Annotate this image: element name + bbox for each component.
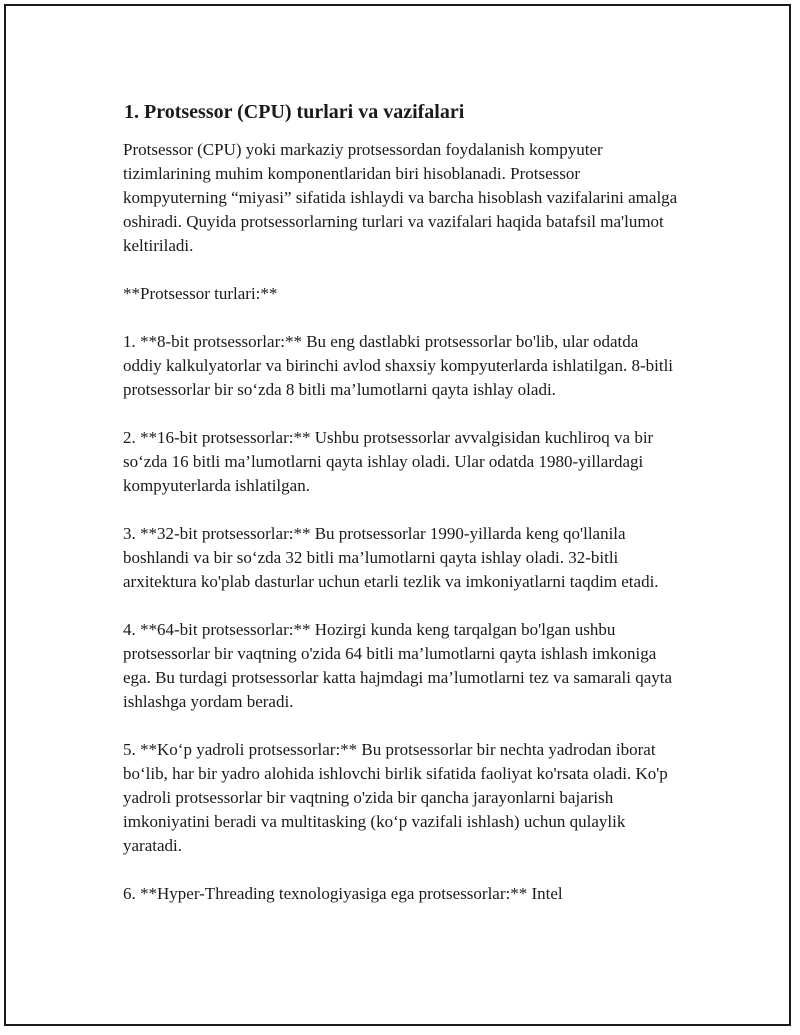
document-body [120, 98, 680, 930]
section-heading-processor-types: **Protsessor turlari:** [123, 284, 278, 303]
list-item-64-bit: 4. **64-bit protsessorlar:** Hozirgi kunda keng tarqalgan bo'lgan ushbu protsessorlar bir vaqtning o'zida 64 bitli ma’lumotlarni qayta ishlash imkoniga ega. Bu turdagi protsessorlar katta hajmdagi ma’lumotlarni tez va samarali qayta ishlashga yordam beradi. [123, 620, 673, 711]
list-item-32-bit: 3. **32-bit protsessorlar:** Bu protsessorlar 1990-yillarda keng qo'llanila boshlandi va bir so‘zda 32 bitli ma’lumotlarni qayta ishlay oladi. 32-bitli arxitektura ko'plab dasturlar uchun etarli tezlik va imkoniyatlarni taqdim etadi. [123, 524, 659, 591]
document-page [4, 4, 791, 1026]
list-item-multi-core: 5. **Ko‘p yadroli protsessorlar:** Bu protsessorlar bir nechta yadrodan iborat bo‘lib, har bir yadro alohida ishlovchi birlik sifatida faoliyat ko'rsata oladi. Ko'p yadroli protsessorlar bir vaqtning o'zida bir qancha jarayonlarni bajarish imkoniyatini beradi va multitasking (ko‘p vazifali ishlash) uchun qulaylik yaratadi. [123, 740, 668, 855]
list-item-8-bit: 1. **8-bit protsessorlar:** Bu eng dastlabki protsessorlar bo'lib, ular odatda oddiy kalkulyatorlar va birinchi avlod shaxsiy kompyuterlarda ishlatilgan. 8-bitli protsessorlar bir so‘zda 8 bitli ma’lumotlarni qayta ishlay oladi. [123, 332, 674, 399]
document-title: 1. Protsessor (CPU) turlari va vazifalari [124, 101, 465, 123]
list-item-hyper-threading: 6. **Hyper-Threading texnologiyasiga ega protsessorlar:** Intel [123, 884, 563, 903]
list-item-16-bit: 2. **16-bit protsessorlar:** Ushbu protsessorlar avvalgisidan kuchliroq va bir so‘zda 16 bitli ma’lumotlarni qayta ishlay oladi. Ular odatda 1980-yillardagi kompyuterlarda ishlatilgan. [123, 428, 654, 495]
intro-paragraph: Protsessor (CPU) yoki markaziy protsessordan foydalanish kompyuter tizimlarining muhim komponentlaridan biri hisoblanadi. Protsessor kompyuterning “miyasi” sifatida ishlaydi va barcha hisoblash vazifalarini amalga oshiradi. Quyida protsessorlarning turlari va vazifalari haqida batafsil ma'lumot keltiriladi. [123, 140, 678, 255]
